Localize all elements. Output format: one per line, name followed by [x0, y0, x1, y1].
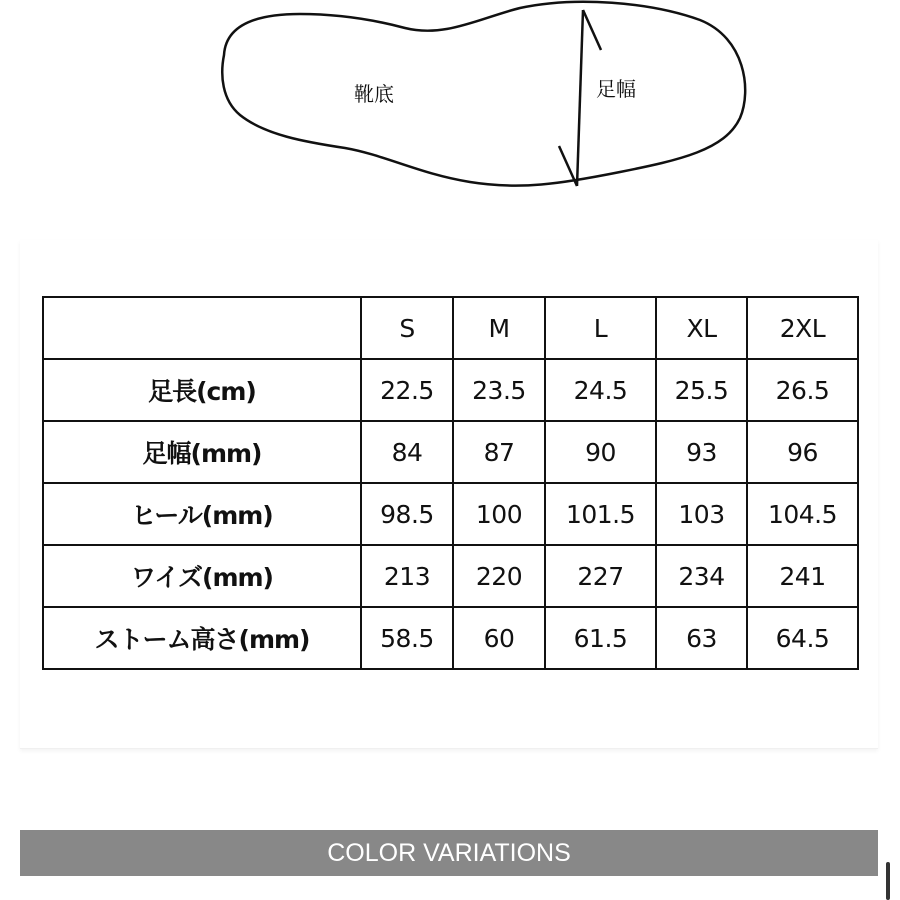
sole-diagram: [0, 0, 900, 240]
table-cell: 22.5: [361, 359, 453, 421]
header-empty-cell: [43, 297, 361, 359]
table-cell: 100: [453, 483, 545, 545]
table-row: [43, 483, 858, 545]
table-header-row: [43, 297, 858, 359]
row-label-foot-length: 足長(cm): [43, 359, 361, 421]
size-header-xl: XL: [656, 297, 747, 359]
table-cell: 98.5: [361, 483, 453, 545]
table-row: [43, 607, 858, 669]
table-cell: 26.5: [747, 359, 858, 421]
table-cell: 58.5: [361, 607, 453, 669]
table-cell: 241: [747, 545, 858, 607]
size-header-2xl: 2XL: [747, 297, 858, 359]
table-cell: 23.5: [453, 359, 545, 421]
table-cell: 213: [361, 545, 453, 607]
size-chart-table: [42, 296, 859, 670]
table-cell: 87: [453, 421, 545, 483]
size-header-l: L: [545, 297, 656, 359]
scrollbar-thumb[interactable]: [886, 862, 890, 900]
table-cell: 93: [656, 421, 747, 483]
table-row: [43, 359, 858, 421]
color-variations-title: COLOR VARIATIONS: [327, 838, 571, 867]
foot-width-label: 足幅: [596, 77, 636, 101]
table-cell: 60: [453, 607, 545, 669]
row-label-wise: ワイズ(mm): [43, 545, 361, 607]
table-cell: 96: [747, 421, 858, 483]
table-cell: 61.5: [545, 607, 656, 669]
sole-outline-graphic: [0, 0, 900, 240]
row-label-foot-width: 足幅(mm): [43, 421, 361, 483]
sole-label: 靴底: [354, 82, 394, 106]
table-cell: 25.5: [656, 359, 747, 421]
table-cell: 24.5: [545, 359, 656, 421]
table-cell: 104.5: [747, 483, 858, 545]
table-cell: 90: [545, 421, 656, 483]
table-cell: 103: [656, 483, 747, 545]
table-cell: 84: [361, 421, 453, 483]
row-label-storm-height: ストーム高さ(mm): [43, 607, 361, 669]
table-cell: 234: [656, 545, 747, 607]
table-cell: 227: [545, 545, 656, 607]
table-cell: 64.5: [747, 607, 858, 669]
row-label-heel: ヒール(mm): [43, 483, 361, 545]
size-header-s: S: [361, 297, 453, 359]
table-cell: 220: [453, 545, 545, 607]
table-cell: 101.5: [545, 483, 656, 545]
color-variations-banner: [20, 830, 878, 876]
table-row: [43, 545, 858, 607]
table-cell: 63: [656, 607, 747, 669]
size-header-m: M: [453, 297, 545, 359]
table-row: [43, 421, 858, 483]
